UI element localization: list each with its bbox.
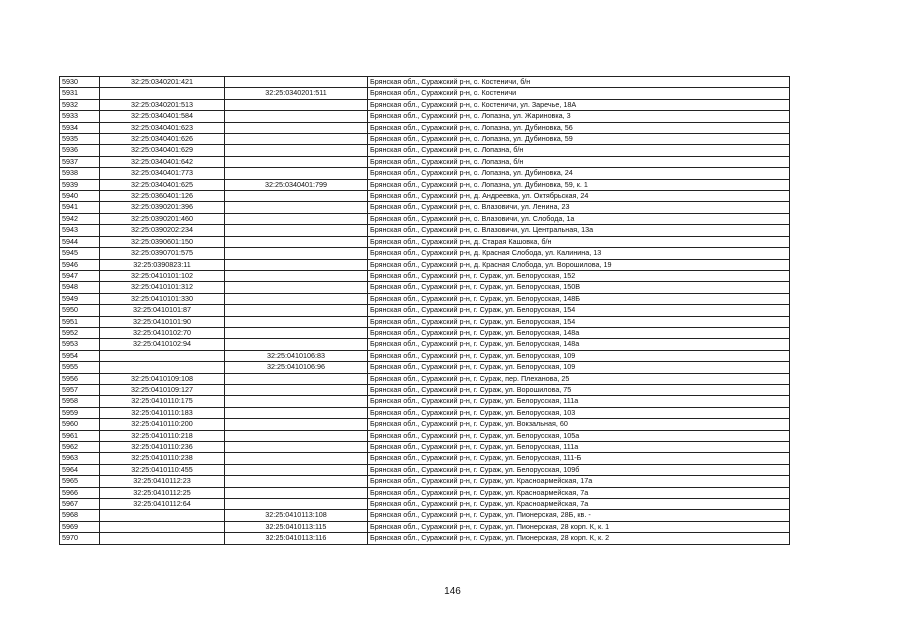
row-number-cell: 5938 xyxy=(60,168,100,179)
cadastral-number-cell: 32:25:0410101:312 xyxy=(100,282,225,293)
address-cell: Брянская обл., Суражский р-н, г. Сураж, ул. Белорусская, 103 xyxy=(368,407,790,418)
cadastral-number-cell: 32:25:0410101:330 xyxy=(100,293,225,304)
address-cell: Брянская обл., Суражский р-н, г. Сураж, ул. Белорусская, 105а xyxy=(368,430,790,441)
row-number-cell: 5941 xyxy=(60,202,100,213)
cadastral-number-cell: 32:25:0390823:11 xyxy=(100,259,225,270)
address-cell: Брянская обл., Суражский р-н, г. Сураж, ул. Красноармейская, 7а xyxy=(368,487,790,498)
cadastral-number-secondary-cell xyxy=(225,305,368,316)
table-row xyxy=(60,168,790,179)
table-row xyxy=(60,156,790,167)
row-number-cell: 5963 xyxy=(60,453,100,464)
cadastral-number-secondary-cell: 32:25:0340401:799 xyxy=(225,179,368,190)
address-cell: Брянская обл., Суражский р-н, с. Лопазна, ул. Дубиновка, 24 xyxy=(368,168,790,179)
cadastral-number-secondary-cell xyxy=(225,111,368,122)
cadastral-number-secondary-cell xyxy=(225,453,368,464)
row-number-cell: 5960 xyxy=(60,419,100,430)
row-number-cell: 5965 xyxy=(60,476,100,487)
address-cell: Брянская обл., Суражский р-н, г. Сураж, ул. Белорусская, 150В xyxy=(368,282,790,293)
table-row xyxy=(60,476,790,487)
row-number-cell: 5939 xyxy=(60,179,100,190)
table-row xyxy=(60,248,790,259)
row-number-cell: 5932 xyxy=(60,99,100,110)
cadastral-number-secondary-cell xyxy=(225,464,368,475)
cadastral-number-cell xyxy=(100,362,225,373)
row-number-cell: 5934 xyxy=(60,122,100,133)
cadastral-number-cell: 32:25:0390701:575 xyxy=(100,248,225,259)
cadastral-number-cell: 32:25:0410112:23 xyxy=(100,476,225,487)
row-number-cell: 5959 xyxy=(60,407,100,418)
table-row xyxy=(60,419,790,430)
table-row xyxy=(60,442,790,453)
cadastral-number-cell: 32:25:0340201:513 xyxy=(100,99,225,110)
table-row xyxy=(60,270,790,281)
cadastral-number-cell: 32:25:0410109:108 xyxy=(100,373,225,384)
address-cell: Брянская обл., Суражский р-н, г. Сураж, ул. Белорусская, 111а xyxy=(368,442,790,453)
cadastral-number-cell xyxy=(100,533,225,544)
cadastral-number-secondary-cell: 32:25:0410113:108 xyxy=(225,510,368,521)
cadastral-number-cell: 32:25:0390201:396 xyxy=(100,202,225,213)
cadastral-number-secondary-cell xyxy=(225,487,368,498)
table-row xyxy=(60,191,790,202)
cadastral-number-secondary-cell xyxy=(225,168,368,179)
cadastral-number-cell xyxy=(100,350,225,361)
table-row xyxy=(60,111,790,122)
row-number-cell: 5936 xyxy=(60,145,100,156)
row-number-cell: 5970 xyxy=(60,533,100,544)
cadastral-number-secondary-cell xyxy=(225,396,368,407)
cadastral-number-secondary-cell: 32:25:0410106:83 xyxy=(225,350,368,361)
table-row xyxy=(60,202,790,213)
cadastral-number-secondary-cell xyxy=(225,270,368,281)
cadastral-number-secondary-cell xyxy=(225,134,368,145)
table-row xyxy=(60,99,790,110)
table-row xyxy=(60,282,790,293)
table-row xyxy=(60,122,790,133)
address-cell: Брянская обл., Суражский р-н, г. Сураж, ул. Белорусская, 148Б xyxy=(368,293,790,304)
cadastral-number-cell: 32:25:0410110:218 xyxy=(100,430,225,441)
cadastral-number-cell: 32:25:0360401:126 xyxy=(100,191,225,202)
address-cell: Брянская обл., Суражский р-н, с. Лопазна, б/н xyxy=(368,156,790,167)
row-number-cell: 5966 xyxy=(60,487,100,498)
address-cell: Брянская обл., Суражский р-н, г. Сураж, ул. Пионерская, 28Б, кв. - xyxy=(368,510,790,521)
table-row xyxy=(60,453,790,464)
address-cell: Брянская обл., Суражский р-н, г. Сураж, ул. Белорусская, 111а xyxy=(368,396,790,407)
cadastral-number-cell: 32:25:0410112:64 xyxy=(100,499,225,510)
cadastral-number-cell: 32:25:0410110:200 xyxy=(100,419,225,430)
cadastral-number-secondary-cell xyxy=(225,225,368,236)
address-cell: Брянская обл., Суражский р-н, г. Сураж, ул. Красноармейская, 7а xyxy=(368,499,790,510)
address-cell: Брянская обл., Суражский р-н, д. Андреевка, ул. Октябрьская, 24 xyxy=(368,191,790,202)
cadastral-number-secondary-cell xyxy=(225,316,368,327)
cadastral-number-secondary-cell xyxy=(225,77,368,88)
cadastral-number-cell: 32:25:0410112:25 xyxy=(100,487,225,498)
table-row xyxy=(60,305,790,316)
row-number-cell: 5950 xyxy=(60,305,100,316)
table-row xyxy=(60,487,790,498)
cadastral-number-cell: 32:25:0410110:238 xyxy=(100,453,225,464)
cadastral-number-secondary-cell xyxy=(225,293,368,304)
row-number-cell: 5937 xyxy=(60,156,100,167)
address-cell: Брянская обл., Суражский р-н, г. Сураж, ул. Белорусская, 148а xyxy=(368,327,790,338)
row-number-cell: 5946 xyxy=(60,259,100,270)
cadastral-number-cell: 32:25:0410110:455 xyxy=(100,464,225,475)
address-cell: Брянская обл., Суражский р-н, с. Лопазна, ул. Жариновка, 3 xyxy=(368,111,790,122)
cadastral-number-cell: 32:25:0410110:183 xyxy=(100,407,225,418)
cadastral-number-cell: 32:25:0410102:94 xyxy=(100,339,225,350)
cadastral-number-cell: 32:25:0340401:773 xyxy=(100,168,225,179)
cadastral-number-cell: 32:25:0410110:175 xyxy=(100,396,225,407)
table-row xyxy=(60,350,790,361)
address-cell: Брянская обл., Суражский р-н, г. Сураж, ул. Красноармейская, 17а xyxy=(368,476,790,487)
address-cell: Брянская обл., Суражский р-н, д. Старая Кашовка, б/н xyxy=(368,236,790,247)
cadastral-number-cell: 32:25:0340401:584 xyxy=(100,111,225,122)
address-cell: Брянская обл., Суражский р-н, г. Сураж, ул. Белорусская, 109 xyxy=(368,350,790,361)
address-cell: Брянская обл., Суражский р-н, г. Сураж, ул. Пионерская, 28 корп. К, к. 2 xyxy=(368,533,790,544)
table-row xyxy=(60,339,790,350)
address-cell: Брянская обл., Суражский р-н, д. Красная Слобода, ул. Ворошилова, 19 xyxy=(368,259,790,270)
cadastral-number-secondary-cell xyxy=(225,145,368,156)
address-cell: Брянская обл., Суражский р-н, с. Влазовичи, ул. Центральная, 13а xyxy=(368,225,790,236)
row-number-cell: 5942 xyxy=(60,213,100,224)
cadastral-number-secondary-cell xyxy=(225,236,368,247)
row-number-cell: 5940 xyxy=(60,191,100,202)
row-number-cell: 5953 xyxy=(60,339,100,350)
row-number-cell: 5931 xyxy=(60,88,100,99)
cadastral-number-cell: 32:25:0410101:90 xyxy=(100,316,225,327)
table-row xyxy=(60,179,790,190)
cadastral-number-cell xyxy=(100,88,225,99)
address-cell: Брянская обл., Суражский р-н, г. Сураж, ул. Белорусская, 154 xyxy=(368,305,790,316)
row-number-cell: 5933 xyxy=(60,111,100,122)
cadastral-number-secondary-cell xyxy=(225,156,368,167)
address-cell: Брянская обл., Суражский р-н, с. Лопазна, ул. Дубиновка, 59, к. 1 xyxy=(368,179,790,190)
address-cell: Брянская обл., Суражский р-н, с. Лопазна, б/н xyxy=(368,145,790,156)
cadastral-number-secondary-cell xyxy=(225,419,368,430)
cadastral-number-cell: 32:25:0340401:623 xyxy=(100,122,225,133)
address-cell: Брянская обл., Суражский р-н, с. Лопазна, ул. Дубиновка, 59 xyxy=(368,134,790,145)
cadastral-number-secondary-cell: 32:25:0410106:96 xyxy=(225,362,368,373)
cadastral-number-secondary-cell: 32:25:0410113:116 xyxy=(225,533,368,544)
row-number-cell: 5955 xyxy=(60,362,100,373)
cadastral-number-secondary-cell xyxy=(225,202,368,213)
cadastral-number-cell: 32:25:0340401:625 xyxy=(100,179,225,190)
row-number-cell: 5956 xyxy=(60,373,100,384)
table-row xyxy=(60,373,790,384)
address-cell: Брянская обл., Суражский р-н, с. Костеничи, ул. Заречье, 18А xyxy=(368,99,790,110)
row-number-cell: 5930 xyxy=(60,77,100,88)
table-row xyxy=(60,213,790,224)
table-row xyxy=(60,316,790,327)
table-row xyxy=(60,533,790,544)
cadastral-number-cell: 32:25:0410110:236 xyxy=(100,442,225,453)
cadastral-number-secondary-cell xyxy=(225,430,368,441)
cadastral-number-cell: 32:25:0340401:642 xyxy=(100,156,225,167)
row-number-cell: 5951 xyxy=(60,316,100,327)
address-cell: Брянская обл., Суражский р-н, с. Влазовичи, ул. Слобода, 1а xyxy=(368,213,790,224)
cadastral-number-cell: 32:25:0340401:629 xyxy=(100,145,225,156)
cadastral-number-cell: 32:25:0410109:127 xyxy=(100,384,225,395)
row-number-cell: 5945 xyxy=(60,248,100,259)
cadastral-number-cell xyxy=(100,510,225,521)
cadastral-number-secondary-cell xyxy=(225,339,368,350)
cadastral-number-secondary-cell: 32:25:0340201:511 xyxy=(225,88,368,99)
cadastral-number-cell xyxy=(100,521,225,532)
row-number-cell: 5967 xyxy=(60,499,100,510)
address-cell: Брянская обл., Суражский р-н, с. Лопазна, ул. Дубиновка, 56 xyxy=(368,122,790,133)
row-number-cell: 5961 xyxy=(60,430,100,441)
address-cell: Брянская обл., Суражский р-н, с. Влазовичи, ул. Ленина, 23 xyxy=(368,202,790,213)
cadastral-number-secondary-cell xyxy=(225,327,368,338)
table-row xyxy=(60,430,790,441)
cadastral-number-secondary-cell xyxy=(225,122,368,133)
table-row xyxy=(60,236,790,247)
table-row xyxy=(60,134,790,145)
table-row xyxy=(60,293,790,304)
table-row xyxy=(60,384,790,395)
cadastral-number-secondary-cell xyxy=(225,213,368,224)
cadastral-number-secondary-cell xyxy=(225,99,368,110)
address-cell: Брянская обл., Суражский р-н, г. Сураж, ул. Белорусская, 111-Б xyxy=(368,453,790,464)
address-cell: Брянская обл., Суражский р-н, г. Сураж, ул. Ворошилова, 75 xyxy=(368,384,790,395)
row-number-cell: 5935 xyxy=(60,134,100,145)
row-number-cell: 5947 xyxy=(60,270,100,281)
cadastral-number-cell: 32:25:0340401:626 xyxy=(100,134,225,145)
cadastral-number-cell: 32:25:0390202:234 xyxy=(100,225,225,236)
row-number-cell: 5943 xyxy=(60,225,100,236)
cadastral-number-secondary-cell xyxy=(225,442,368,453)
row-number-cell: 5957 xyxy=(60,384,100,395)
address-cell: Брянская обл., Суражский р-н, г. Сураж, ул. Вокзальная, 60 xyxy=(368,419,790,430)
cadastral-number-secondary-cell xyxy=(225,384,368,395)
row-number-cell: 5952 xyxy=(60,327,100,338)
cadastral-number-secondary-cell xyxy=(225,407,368,418)
row-number-cell: 5954 xyxy=(60,350,100,361)
row-number-cell: 5949 xyxy=(60,293,100,304)
table-row xyxy=(60,499,790,510)
cadastral-number-cell: 32:25:0390201:460 xyxy=(100,213,225,224)
row-number-cell: 5948 xyxy=(60,282,100,293)
cadastral-number-secondary-cell xyxy=(225,191,368,202)
cadastral-number-cell: 32:25:0390601:150 xyxy=(100,236,225,247)
row-number-cell: 5969 xyxy=(60,521,100,532)
cadastral-number-cell: 32:25:0340201:421 xyxy=(100,77,225,88)
cadastral-number-secondary-cell xyxy=(225,373,368,384)
address-cell: Брянская обл., Суражский р-н, с. Костеничи, б/н xyxy=(368,77,790,88)
address-cell: Брянская обл., Суражский р-н, д. Красная Слобода, ул. Калинина, 13 xyxy=(368,248,790,259)
page-number: 146 xyxy=(444,586,461,597)
address-cell: Брянская обл., Суражский р-н, г. Сураж, ул. Пионерская, 28 корп. К, к. 1 xyxy=(368,521,790,532)
cadastral-number-cell: 32:25:0410102:70 xyxy=(100,327,225,338)
address-cell: Брянская обл., Суражский р-н, г. Сураж, ул. Белорусская, 109б xyxy=(368,464,790,475)
row-number-cell: 5968 xyxy=(60,510,100,521)
address-cell: Брянская обл., Суражский р-н, с. Костеничи xyxy=(368,88,790,99)
address-cell: Брянская обл., Суражский р-н, г. Сураж, ул. Белорусская, 154 xyxy=(368,316,790,327)
address-cell: Брянская обл., Суражский р-н, г. Сураж, ул. Белорусская, 148а xyxy=(368,339,790,350)
cadastral-number-secondary-cell xyxy=(225,282,368,293)
cadastral-number-cell: 32:25:0410101:102 xyxy=(100,270,225,281)
table-row xyxy=(60,225,790,236)
registry-table xyxy=(59,76,790,545)
table-row xyxy=(60,510,790,521)
cadastral-number-cell: 32:25:0410101:87 xyxy=(100,305,225,316)
table-row xyxy=(60,407,790,418)
cadastral-number-secondary-cell xyxy=(225,248,368,259)
address-cell: Брянская обл., Суражский р-н, г. Сураж, ул. Белорусская, 152 xyxy=(368,270,790,281)
cadastral-number-secondary-cell: 32:25:0410113:115 xyxy=(225,521,368,532)
table-row xyxy=(60,88,790,99)
cadastral-number-secondary-cell xyxy=(225,499,368,510)
table-row xyxy=(60,77,790,88)
address-cell: Брянская обл., Суражский р-н, г. Сураж, пер. Плеханова, 25 xyxy=(368,373,790,384)
table-row xyxy=(60,362,790,373)
table-row xyxy=(60,464,790,475)
table-row xyxy=(60,259,790,270)
row-number-cell: 5964 xyxy=(60,464,100,475)
table-row xyxy=(60,327,790,338)
registry-table-body xyxy=(60,77,790,545)
cadastral-number-secondary-cell xyxy=(225,259,368,270)
row-number-cell: 5944 xyxy=(60,236,100,247)
row-number-cell: 5962 xyxy=(60,442,100,453)
table-row xyxy=(60,396,790,407)
row-number-cell: 5958 xyxy=(60,396,100,407)
table-row xyxy=(60,521,790,532)
cadastral-number-secondary-cell xyxy=(225,476,368,487)
address-cell: Брянская обл., Суражский р-н, г. Сураж, ул. Белорусская, 109 xyxy=(368,362,790,373)
table-row xyxy=(60,145,790,156)
